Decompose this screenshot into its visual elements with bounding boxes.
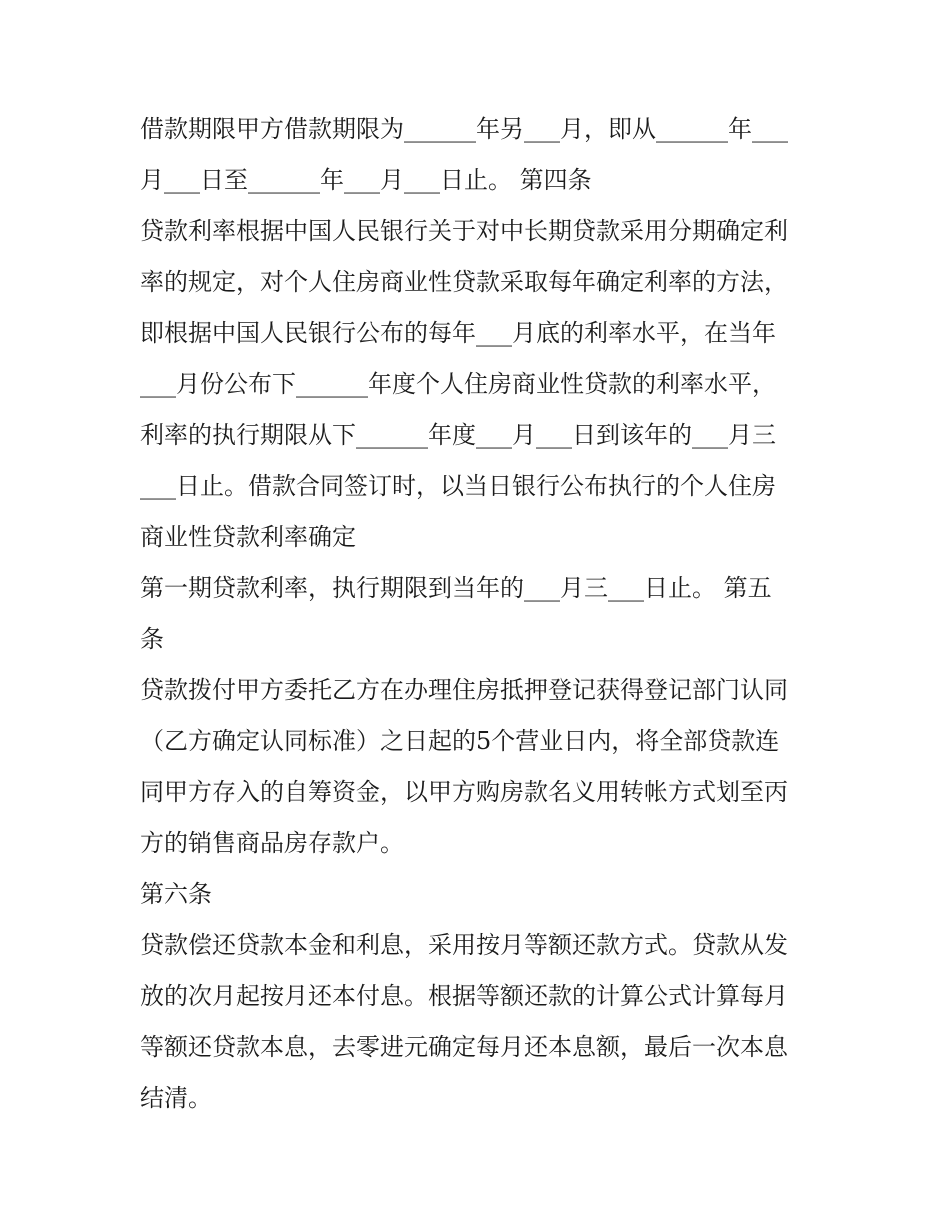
text-line: 商业性贷款利率确定	[140, 523, 356, 551]
text-line: 第一期贷款利率，执行期限到当年的___月三___日止。 第五	[140, 574, 772, 602]
text-line: 方的销售商品房存款户。	[140, 829, 404, 857]
text-line: ___月份公布下______年度个人住房商业性贷款的利率水平，	[140, 370, 776, 398]
text-line: 贷款拨付甲方委托乙方在办理住房抵押登记获得登记部门认同	[140, 676, 788, 704]
document-body	[140, 104, 820, 1124]
text-line: ___日止。借款合同签订时，以当日银行公布执行的个人住房	[140, 472, 776, 500]
text-line: （乙方确定认同标准）之日起的5个营业日内，将全部贷款连	[140, 727, 780, 755]
text-line: 率的规定，对个人住房商业性贷款采取每年确定利率的方法，	[140, 268, 788, 296]
text-line: 条	[140, 625, 164, 653]
text-line: 等额还贷款本息，去零进元确定每月还本息额，最后一次本息	[140, 1033, 788, 1061]
text-line: 月___日至______年___月___日止。 第四条	[140, 166, 592, 194]
text-line: 放的次月起按月还本付息。根据等额还款的计算公式计算每月	[140, 982, 788, 1010]
text-line: 贷款偿还贷款本金和利息，采用按月等额还款方式。贷款从发	[140, 931, 788, 959]
text-line: 第六条	[140, 880, 212, 908]
text-line: 借款期限甲方借款期限为______年另___月，即从______年___	[140, 115, 788, 143]
text-line: 利率的执行期限从下______年度___月___日到该年的___月三	[140, 421, 776, 449]
text-line: 同甲方存入的自筹资金，以甲方购房款名义用转帐方式划至丙	[140, 778, 788, 806]
text-line: 贷款利率根据中国人民银行关于对中长期贷款采用分期确定利	[140, 217, 788, 245]
text-line: 结清。	[140, 1084, 212, 1112]
text-line: 即根据中国人民银行公布的每年___月底的利率水平，在当年	[140, 319, 776, 347]
